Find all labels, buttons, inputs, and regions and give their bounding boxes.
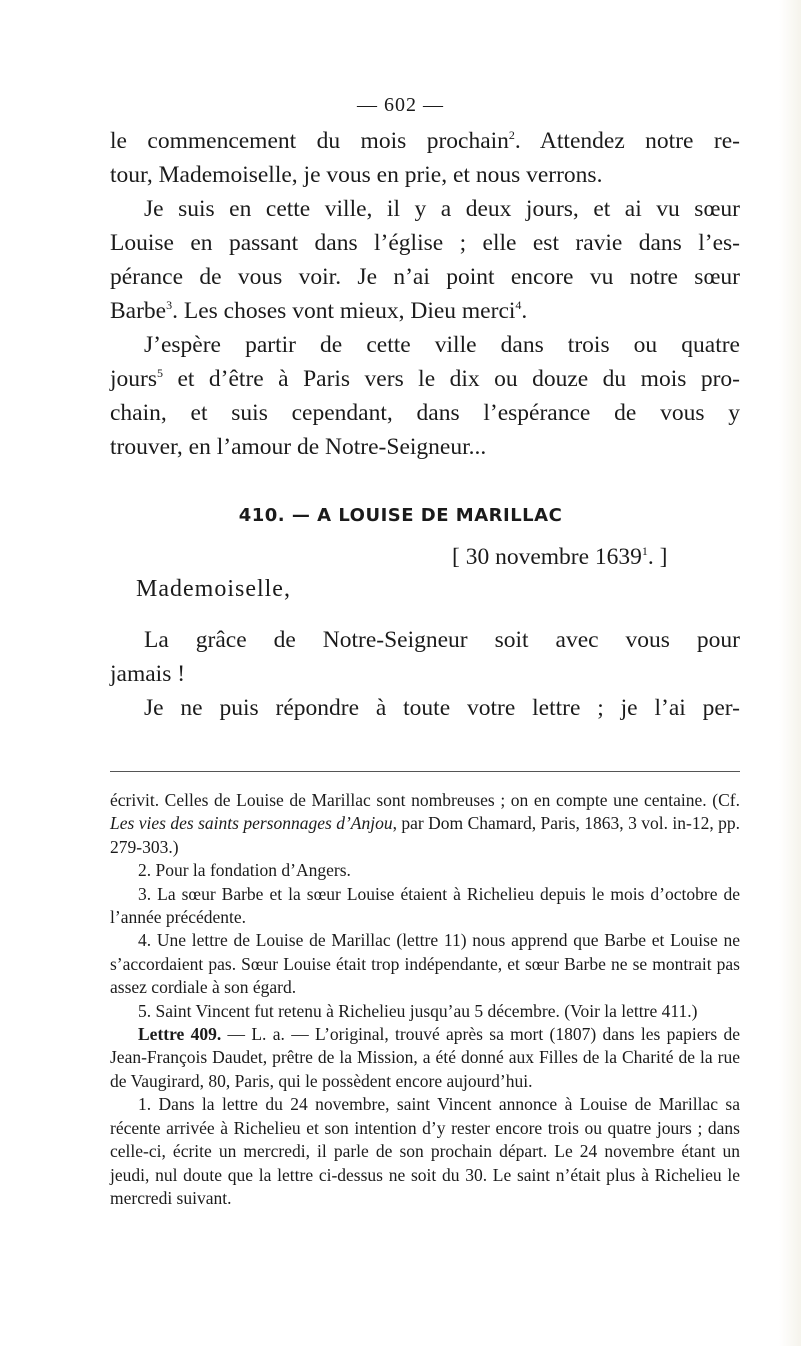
note-ref: 2 — [508, 128, 515, 143]
footnote: 1. Dans la lettre du 24 novembre, saint Vincent annonce à Louise de Marillac sa récente arrivée à Richelieu et son intention d’y rester encore trois ou quatre jours ; dans celle-ci, écrite un mercredi, il parle de son prochain départ. Le 24 novembre étant un jeudi, nul doute que la lettre ci-dessus ne soit du 30. Le saint n’était plus à Richelieu le mercredi suivant. — [110, 1094, 740, 1208]
previous-letter-ending — [110, 124, 740, 464]
text-line: chain, et suis cependant, dans l’espérance de vous y — [110, 400, 740, 426]
letter-409-note: Lettre 409. — L. a. — L’original, trouvé après sa mort (1807) dans les papiers de Jean-François Daudet, prêtre de la Mission, a été donné aux Filles de la Charité de la rue de Vaugirard, 80, Paris, qui le possèdent encore aujourd’hui. — [110, 1024, 740, 1091]
text-line: trouver, en l’amour de Notre-Seigneur... — [110, 434, 487, 460]
text-line: Je ne puis répondre à toute votre lettre ; je l’ai per- — [144, 695, 740, 721]
footnote: 5. Saint Vincent fut retenu à Richelieu jusqu’au 5 décembre. (Voir la lettre 411.) — [138, 1000, 698, 1021]
note-ref: 3 — [166, 298, 173, 313]
text-line: jamais ! — [110, 661, 186, 687]
text-line: pérance de vous voir. Je n’ai point encore vu notre sœur — [110, 264, 740, 290]
text-line: Louise en passant dans l’église ; elle est ravie dans l’es- — [110, 230, 740, 256]
text-line: La grâce de Notre-Seigneur soit avec vous pour — [144, 627, 740, 653]
footnotes — [110, 789, 740, 1210]
footnote: 4. Une lettre de Louise de Marillac (lettre 11) nous apprend que Barbe et Louise ne s’accordaient pas. Sœur Louise était trop indépendante, et sœur Barbe ne se montrait pas assez cordiale à son égard. — [110, 930, 740, 998]
note-ref: 4 — [515, 298, 522, 313]
letter-date: [ 30 novembre 1639$^1$. ] — [452, 544, 668, 570]
text-line: le commencement du mois prochain$^2$. Attendez notre re- — [110, 128, 740, 154]
page-edge-shadow — [779, 0, 801, 1346]
text-line: Barbe$^3$. Les choses vont mieux, Dieu merci$^4$. — [110, 298, 528, 324]
page-number: — 602 — — [357, 94, 444, 116]
footnote: 3. La sœur Barbe et la sœur Louise étaient à Richelieu depuis le mois d’octobre de l’année précédente. — [110, 883, 740, 928]
footnote-continuation: écrivit. Celles de Louise de Marillac sont nombreuses ; on en compte une centaine. (Cf. Les vies des saints personnages d’Anjou, par Dom Chamard, Paris, 1863, 3 vol. in-12, pp. 279-303.) — [110, 790, 740, 857]
letter-heading: 410. — A LOUISE DE MARILLAC — [238, 505, 563, 526]
letter-body — [110, 623, 740, 725]
footnote-separator — [110, 771, 740, 772]
note-ref: 5 — [157, 366, 163, 381]
salutation: Mademoiselle, — [136, 576, 291, 602]
footnote: 2. Pour la fondation d’Angers. — [138, 860, 351, 881]
text-line: Je suis en cette ville, il y a deux jours, et ai vu sœur — [144, 196, 740, 222]
text-line: tour, Mademoiselle, je vous en prie, et nous verrons. — [110, 162, 603, 188]
text-line: J’espère partir de cette ville dans trois ou quatre — [144, 332, 740, 358]
book-title: Les vies des saints personnages d’Anjou — [110, 813, 393, 834]
text-line: jours$^5$ et d’être à Paris vers le dix ou douze du mois pro- — [110, 366, 740, 392]
note-ref: 1 — [641, 544, 648, 559]
